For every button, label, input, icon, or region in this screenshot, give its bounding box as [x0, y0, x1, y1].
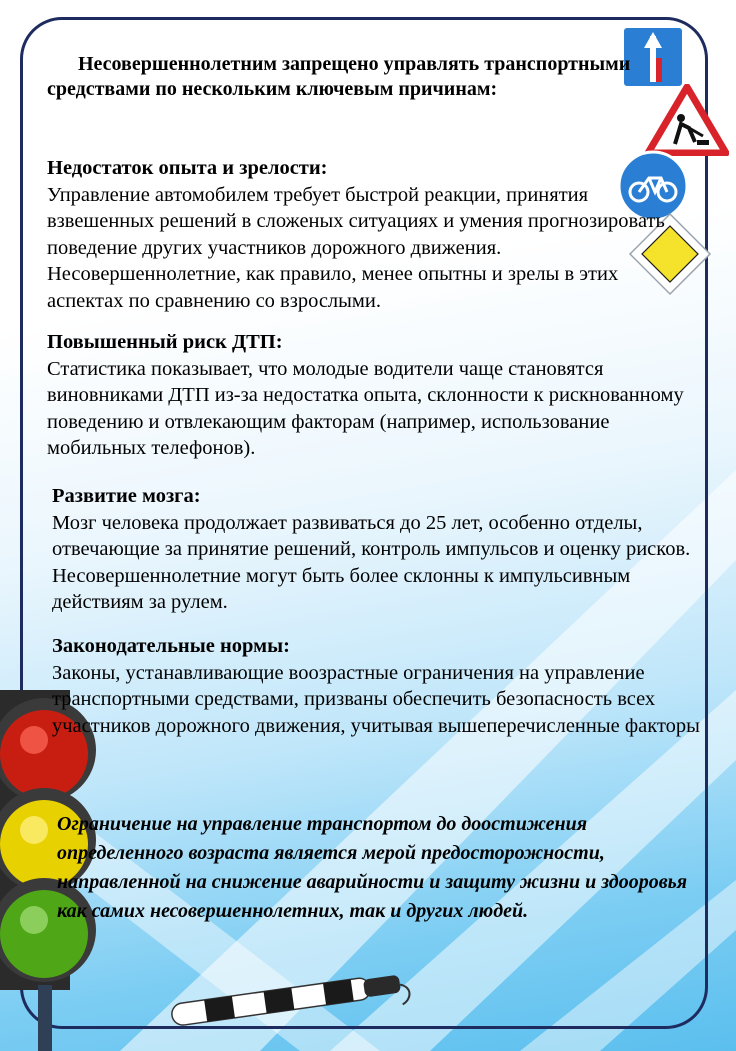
section-heading: Повышенный риск ДТП: — [47, 331, 283, 353]
section-heading: Развитие мозга: — [52, 485, 201, 507]
traffic-baton-icon — [165, 970, 415, 1030]
section-legislation — [52, 633, 702, 739]
section-accident-risk — [47, 329, 687, 462]
section-heading: Недостаток опыта и зрелости: — [47, 157, 328, 179]
section-brain-development — [52, 483, 696, 616]
section-body: Законы, устанавливающие воозрастные ограничения на управление транспортными средствами, призваны обеспечить безопасность всех участников дорожного движения, учитывая вышеперечисленные факторы — [52, 661, 700, 737]
section-body: Мозг человека продолжает развиваться до 25 лет, особенно отделы, отвечающие за принятие решений, контроль импульсов и оценку рисков. Несовершеннолетние могут быть более склонны к импульсивным действиям за рулем. — [52, 511, 691, 613]
conclusion-paragraph: Ограничение на управление транспортом до доостижения определенного возраста является мерой предосторожности, направленной на снижение аварийности и защиту жизни и здооровья как самих несовершеннолетних, так и других людей. — [57, 813, 688, 922]
section-experience — [47, 155, 687, 314]
section-body: Управление автомобилем требует быстрой реакции, принятия взвешенных решений в сложеных ситуациях и умения прогнозировать поведение других участников дорожного движения. Несовершеннолетние, как правило, менее опытны и зрелы в этих аспектах по сравнению со взрослыми. — [47, 183, 665, 312]
intro-paragraph: Несовершеннолетним запрещено управлять транспортными средствами по нескольким ключевым причинам: — [47, 53, 631, 100]
section-body: Статистика показывает, что молодые водители чаще становятся виновниками ДТП из-за недостатка опыта, склонности к рискнованному поведению и отвлекающим факторам (например, использование мобильных телефонов). — [47, 357, 684, 459]
section-heading: Законодательные нормы: — [52, 635, 290, 657]
road-works-sign-icon — [645, 84, 729, 156]
